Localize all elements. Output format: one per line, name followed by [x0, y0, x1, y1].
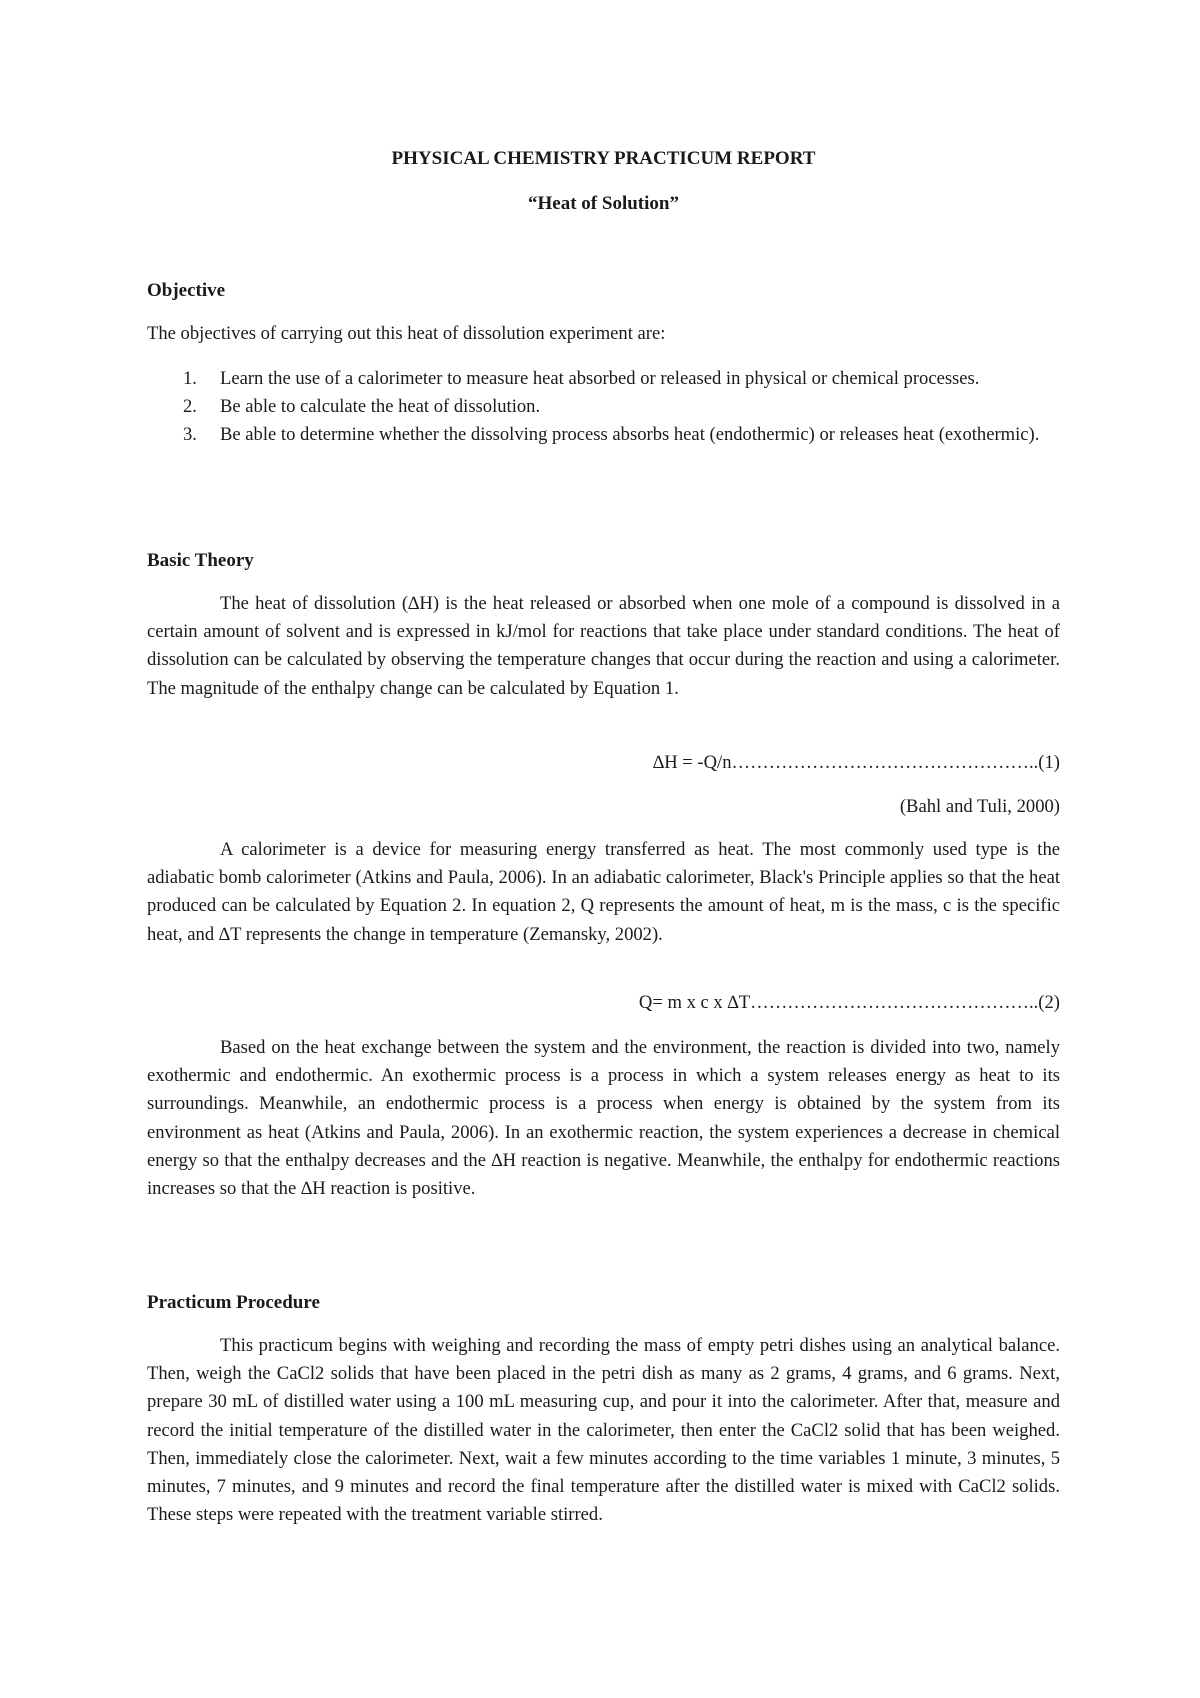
basic-theory-paragraph-1: The heat of dissolution (∆H) is the heat released or absorbed when one mole of a compound is dissolved in a certain amount of solvent and is expressed in kJ/mol for reactions that take place under standard conditions. The heat of dissolution can be calculated by observing the temperature changes that occur during the reaction and using a calorimeter. The magnitude of the enthalpy change can be calculated by Equation 1.: [147, 593, 1060, 699]
list-item-text: Be able to determine whether the dissolving process absorbs heat (endothermic) or releases heat (exothermic).: [220, 424, 1040, 446]
list-item-text: Be able to calculate the heat of dissolution.: [220, 396, 541, 418]
list-item: [147, 365, 1060, 393]
basic-theory-paragraph-2: A calorimeter is a device for measuring energy transferred as heat. The most commonly used type is the adiabatic bomb calorimeter (Atkins and Paula, 2006). In an adiabatic calorimeter, Black's Principle applies so that the heat produced can be calculated by Equation 2. In equation 2, Q represents the amount of heat, m is the mass, c is the specific heat, and ∆T represents the change in temperature (Zemansky, 2002).: [147, 839, 1060, 945]
objective-heading: Objective: [147, 280, 226, 301]
list-item-number: 3.: [183, 424, 197, 446]
list-item: [147, 393, 1060, 421]
objective-list: [147, 365, 1060, 450]
basic-theory-heading: Basic Theory: [147, 550, 254, 571]
procedure-paragraph: This practicum begins with weighing and recording the mass of empty petri dishes using an analytical balance. Then, weigh the CaCl2 solids that have been placed in the petri dish as many as 2 grams, 4 grams, and 6 grams. Next, prepare 30 mL of distilled water using a 100 mL measuring cup, and pour it into the calorimeter. After that, measure and record the initial temperature of the distilled water in the calorimeter, then enter the CaCl2 solid that has been weighed. Then, immediately close the calorimeter. Next, wait a few minutes according to the time variables 1 minute, 3 minutes, 5 minutes, 7 minutes, and 9 minutes and record the final temperature after the distilled water is mixed with CaCl2 solids. These steps were repeated with the treatment variable stirred.: [147, 1335, 1060, 1526]
equation-2: Q= m x c x ∆T………………………………………..(2): [638, 992, 1060, 1013]
report-title: PHYSICAL CHEMISTRY PRACTICUM REPORT: [391, 148, 816, 169]
list-item: [147, 421, 1060, 449]
list-item-number: 1.: [183, 368, 197, 389]
equation-1: ∆H = -Q/n…………………………………………..(1): [652, 752, 1060, 773]
citation-1: (Bahl and Tuli, 2000): [899, 796, 1060, 817]
list-item-text: Learn the use of a calorimeter to measure heat absorbed or released in physical or chemical processes.: [220, 368, 980, 389]
objective-intro: The objectives of carrying out this heat of dissolution experiment are:: [147, 323, 666, 344]
basic-theory-paragraph-3: Based on the heat exchange between the system and the environment, the reaction is divided into two, namely exothermic and endothermic. An exothermic process is a process in which a system releases energy as heat to its surroundings. Meanwhile, an endothermic process is a process when energy is obtained by the system from its environment as heat (Atkins and Paula, 2006). In an exothermic reaction, the system experiences a decrease in chemical energy so that the enthalpy decreases and the ∆H reaction is negative. Meanwhile, the enthalpy for endothermic reactions increases so that the ∆H reaction is positive.: [147, 1037, 1060, 1200]
report-subtitle: “Heat of Solution”: [528, 193, 679, 214]
list-item-number: 2.: [183, 396, 197, 418]
procedure-heading: Practicum Procedure: [147, 1292, 320, 1313]
